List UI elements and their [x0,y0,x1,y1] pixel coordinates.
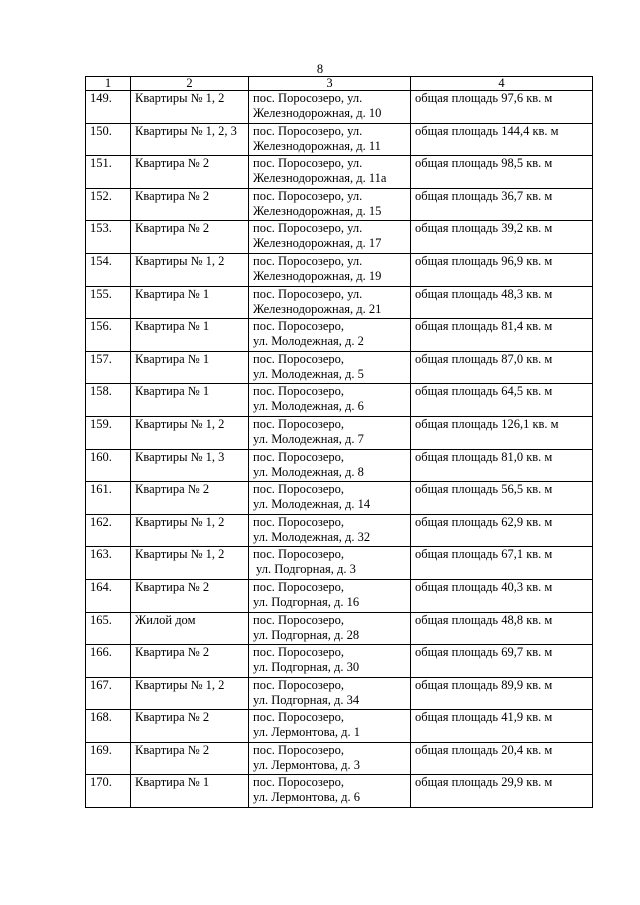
address-line-1: пос. Поросозеро, [253,319,345,334]
address-line-2: ул. Лермонтова, д. 6 [253,790,360,805]
area-cell: общая площадь 67,1 кв. м [411,547,593,580]
area-cell: общая площадь 96,9 кв. м [411,253,593,286]
object-name: Квартира № 1 [131,319,249,352]
row-number: 158. [86,384,131,417]
table-row [86,579,593,612]
address-line-2: Железнодорожная, д. 10 [253,106,382,120]
address-line-2: Железнодорожная, д. 11а [253,171,387,186]
row-number: 153. [86,221,131,254]
column-header: 2 [131,77,249,91]
row-number: 149. [86,91,131,124]
object-name: Квартира № 1 [131,286,249,319]
row-number: 154. [86,253,131,286]
address-cell [249,91,411,124]
row-number: 152. [86,188,131,221]
address-line-2: Железнодорожная, д. 17 [253,236,382,251]
table-row [86,156,593,189]
table-row [86,449,593,482]
address-line-1: пос. Поросозеро, [253,710,345,725]
address-line-1: пос. Поросозеро, ул. [253,286,363,301]
address-line-2: ул. Молодежная, д. 6 [253,399,364,414]
address-cell [249,775,411,808]
object-name: Квартира № 2 [131,645,249,678]
area-cell: общая площадь 87,0 кв. м [411,351,593,384]
address-line-1: пос. Поросозеро, [253,351,345,366]
row-number: 163. [86,547,131,580]
table-row [86,351,593,384]
object-name: Квартиры № 1, 3 [131,449,249,482]
row-number: 155. [86,286,131,319]
area-cell: общая площадь 97,6 кв. м [411,91,593,124]
area-cell: общая площадь 48,3 кв. м [411,286,593,319]
row-number: 164. [86,579,131,612]
row-number: 161. [86,482,131,515]
area-cell: общая площадь 29,9 кв. м [411,775,593,808]
address-line-1: пос. Поросозеро, [253,482,345,497]
address-line-2: ул. Молодежная, д. 5 [253,366,364,381]
address-cell [249,351,411,384]
table-row [86,221,593,254]
table-row [86,253,593,286]
address-line-2: ул. Подгорная, д. 16 [253,594,360,609]
address-line-1: пос. Поросозеро, ул. [253,156,363,171]
area-cell: общая площадь 81,0 кв. м [411,449,593,482]
object-name: Квартира № 2 [131,579,249,612]
row-number: 170. [86,775,131,808]
area-cell: общая площадь 144,4 кв. м [411,123,593,156]
address-line-2: Железнодорожная, д. 15 [253,203,382,218]
area-cell: общая площадь 56,5 кв. м [411,482,593,515]
table-row [86,188,593,221]
object-name: Квартиры № 1, 2, 3 [131,123,249,156]
address-line-2: ул. Молодежная, д. 7 [253,431,364,446]
area-cell: общая площадь 36,7 кв. м [411,188,593,221]
object-name: Квартира № 2 [131,482,249,515]
property-table [85,76,593,808]
object-name: Квартиры № 1, 2 [131,677,249,710]
address-cell [249,547,411,580]
area-cell: общая площадь 64,5 кв. м [411,384,593,417]
address-cell [249,156,411,189]
object-name: Квартира № 2 [131,742,249,775]
address-line-1: пос. Поросозеро, [253,775,345,790]
row-number: 160. [86,449,131,482]
address-cell [249,482,411,515]
table-row [86,416,593,449]
address-cell [249,677,411,710]
address-line-2: Железнодорожная, д. 11 [253,138,381,153]
address-line-2: ул. Подгорная, д. 34 [253,692,360,707]
row-number: 159. [86,416,131,449]
object-name: Квартиры № 1, 2 [131,547,249,580]
row-number: 165. [86,612,131,645]
address-line-1: пос. Поросозеро, ул. [253,188,363,203]
address-line-1: пос. Поросозеро, [253,514,345,529]
row-number: 169. [86,742,131,775]
area-cell: общая площадь 39,2 кв. м [411,221,593,254]
row-number: 168. [86,710,131,743]
address-line-1: пос. Поросозеро, [253,547,345,562]
address-line-1: пос. Поросозеро, [253,742,345,757]
address-line-1: пос. Поросозеро, ул. [253,123,363,138]
address-line-1: пос. Поросозеро, [253,612,345,627]
area-cell: общая площадь 48,8 кв. м [411,612,593,645]
row-number: 162. [86,514,131,547]
object-name: Квартира № 1 [131,775,249,808]
address-line-2: ул. Подгорная, д. 30 [253,660,360,675]
area-cell: общая площадь 62,9 кв. м [411,514,593,547]
address-line-2: ул. Подгорная, д. 28 [253,627,360,642]
address-cell [249,253,411,286]
area-cell: общая площадь 126,1 кв. м [411,416,593,449]
table-row [86,91,593,124]
address-line-2: ул. Молодежная, д. 14 [253,497,371,512]
address-line-2: ул. Молодежная, д. 32 [253,529,371,544]
table-row [86,775,593,808]
address-line-2: ул. Молодежная, д. 8 [253,464,364,479]
object-name: Жилой дом [131,612,249,645]
table-row [86,677,593,710]
area-cell: общая площадь 20,4 кв. м [411,742,593,775]
address-cell [249,319,411,352]
object-name: Квартира № 2 [131,221,249,254]
object-name: Квартира № 2 [131,710,249,743]
row-number: 151. [86,156,131,189]
address-cell [249,449,411,482]
table-row [86,286,593,319]
address-line-2: Железнодорожная, д. 21 [253,301,382,316]
address-cell [249,188,411,221]
address-cell [249,742,411,775]
object-name: Квартиры № 1, 2 [131,514,249,547]
address-line-2: ул. Подгорная, д. 3 [256,562,356,577]
area-cell: общая площадь 81,4 кв. м [411,319,593,352]
row-number: 167. [86,677,131,710]
page-number: 8 [316,62,324,76]
address-line-2: ул. Лермонтова, д. 1 [253,725,360,740]
address-cell [249,645,411,678]
address-line-1: пос. Поросозеро, [253,579,345,594]
object-name: Квартиры № 1, 2 [131,91,249,124]
address-cell [249,579,411,612]
address-cell [249,221,411,254]
row-number: 166. [86,645,131,678]
address-line-1: пос. Поросозеро, [253,449,345,464]
row-number: 157. [86,351,131,384]
object-name: Квартира № 2 [131,188,249,221]
column-header: 4 [411,77,593,91]
address-line-1: пос. Поросозеро, ул. [253,221,363,236]
object-name: Квартиры № 1, 2 [131,253,249,286]
address-cell [249,612,411,645]
object-name: Квартиры № 1, 2 [131,416,249,449]
row-number: 156. [86,319,131,352]
area-cell: общая площадь 98,5 кв. м [411,156,593,189]
area-cell: общая площадь 89,9 кв. м [411,677,593,710]
address-line-1: пос. Поросозеро, ул. [253,253,363,268]
address-cell [249,416,411,449]
address-line-2: ул. Лермонтова, д. 3 [253,757,360,772]
address-cell [249,514,411,547]
address-line-2: Железнодорожная, д. 19 [253,268,382,283]
address-line-1: пос. Поросозеро, [253,384,345,399]
object-name: Квартира № 1 [131,384,249,417]
table-row [86,482,593,515]
table-row [86,547,593,580]
address-line-1: пос. Поросозеро, [253,677,345,692]
column-header: 3 [249,77,411,91]
address-cell [249,123,411,156]
table-header-row [86,77,593,91]
address-cell [249,286,411,319]
object-name: Квартира № 1 [131,351,249,384]
table-row [86,123,593,156]
table-row [86,710,593,743]
row-number: 150. [86,123,131,156]
address-cell [249,384,411,417]
address-line-1: пос. Поросозеро, [253,645,345,660]
area-cell: общая площадь 41,9 кв. м [411,710,593,743]
address-line-1: пос. Поросозеро, [253,416,345,431]
table-row [86,645,593,678]
table-row [86,612,593,645]
area-cell: общая площадь 40,3 кв. м [411,579,593,612]
object-name: Квартира № 2 [131,156,249,189]
table-row [86,319,593,352]
table-row [86,384,593,417]
address-line-2: ул. Молодежная, д. 2 [253,334,364,349]
table-row [86,742,593,775]
table-row [86,514,593,547]
area-cell: общая площадь 69,7 кв. м [411,645,593,678]
column-header: 1 [86,77,131,91]
address-cell [249,710,411,743]
address-line-1: пос. Поросозеро, ул. [253,91,363,105]
